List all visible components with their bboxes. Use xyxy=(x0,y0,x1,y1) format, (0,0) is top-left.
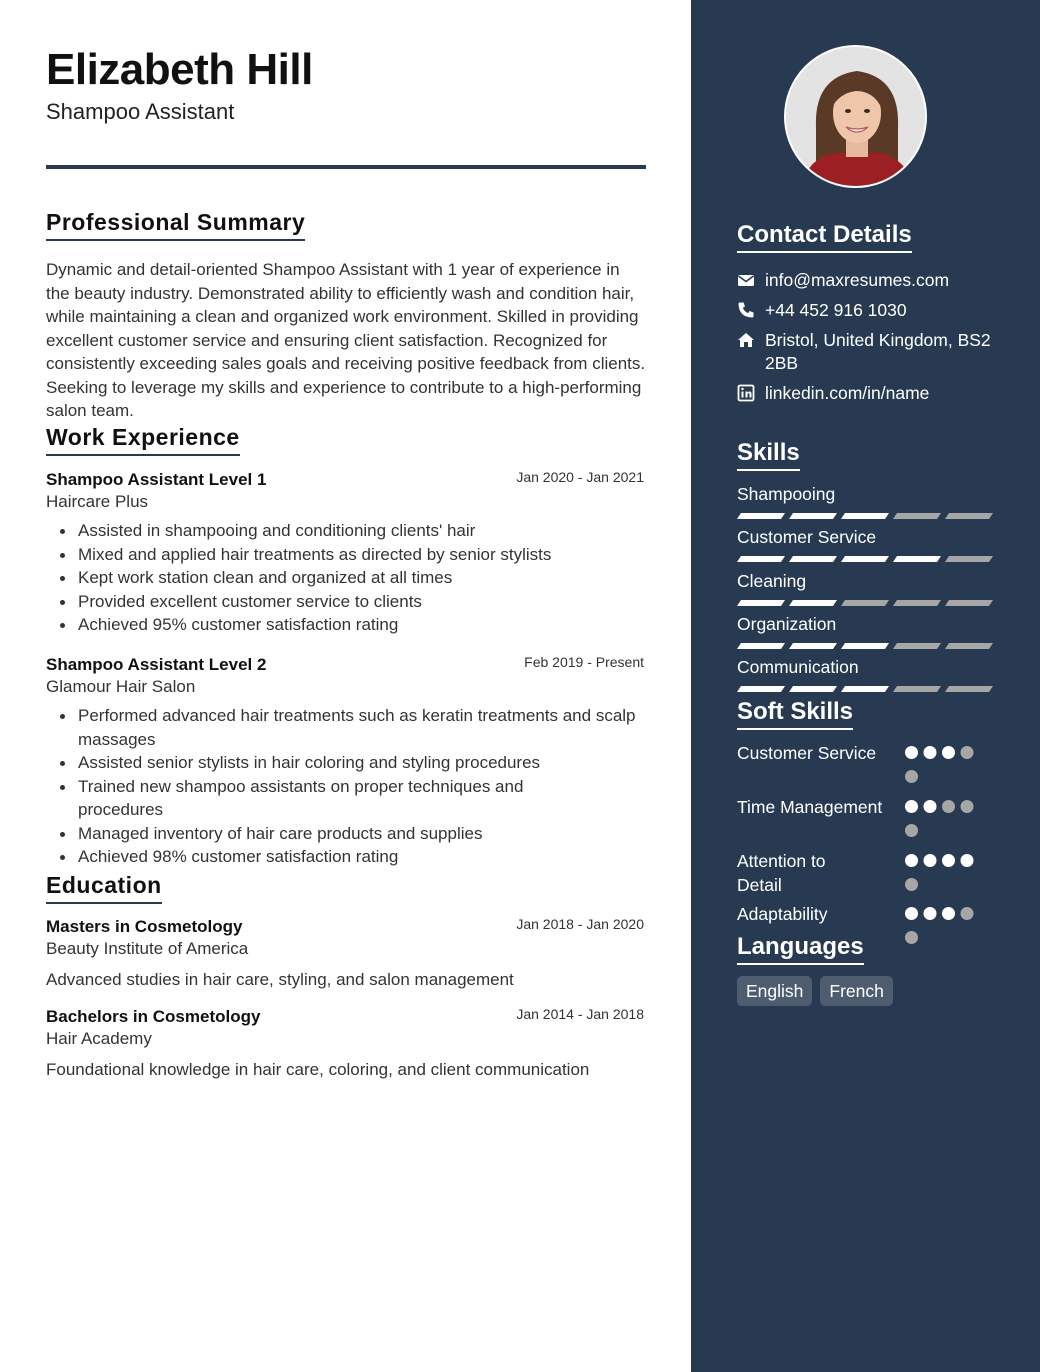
skill-level-bar xyxy=(737,600,995,608)
sidebar xyxy=(691,0,1040,1372)
linkedin-icon xyxy=(737,384,755,402)
rating-dot-empty xyxy=(961,746,974,759)
soft-skill-name: Customer Service xyxy=(737,743,877,763)
skill-segment-filled xyxy=(737,513,785,519)
education-heading: Education xyxy=(46,871,162,904)
education-date: Jan 2014 - Jan 2018 xyxy=(516,1006,644,1022)
job-bullet: Assisted senior stylists in hair coloring and styling procedures xyxy=(46,751,636,775)
candidate-name: Elizabeth Hill xyxy=(46,45,313,94)
degree-title: Masters in Cosmetology xyxy=(46,917,243,936)
rating-dot-empty xyxy=(942,800,955,813)
job-bullets xyxy=(46,519,646,637)
rating-dot-filled xyxy=(924,907,937,920)
contact-heading: Contact Details xyxy=(737,221,912,253)
experience-heading: Work Experience xyxy=(46,423,240,456)
job-bullet: Mixed and applied hair treatments as directed by senior stylists xyxy=(46,543,646,567)
education-date: Jan 2018 - Jan 2020 xyxy=(516,916,644,932)
rating-dot-filled xyxy=(961,854,974,867)
skill-name: Shampooing xyxy=(737,484,836,504)
job-bullets xyxy=(46,704,636,869)
rating-dot-filled xyxy=(942,907,955,920)
job-date: Feb 2019 - Present xyxy=(524,654,644,670)
soft-skills-heading: Soft Skills xyxy=(737,698,853,730)
soft-skill-rating xyxy=(905,854,985,894)
skill-segment-filled xyxy=(737,643,785,649)
skill-segment-empty xyxy=(893,643,941,649)
languages-heading: Languages xyxy=(737,933,864,965)
rating-dot-empty xyxy=(905,878,918,891)
skill-segment-empty xyxy=(841,600,889,606)
contact-address-text: Bristol, United Kingdom, BS2 2BB xyxy=(765,330,991,373)
job-bullet: Performed advanced hair treatments such as keratin treatments and scalp massages xyxy=(46,704,636,751)
job-company: Haircare Plus xyxy=(46,492,149,511)
skill-segment-filled xyxy=(841,686,889,692)
job-bullet: Achieved 95% customer satisfaction rating xyxy=(46,613,646,637)
skill-segment-filled xyxy=(841,556,889,562)
rating-dot-empty xyxy=(961,800,974,813)
job-title: Shampoo Assistant Level 2 xyxy=(46,655,267,674)
language-list xyxy=(737,976,893,1006)
rating-dot-empty xyxy=(905,770,918,783)
skill-segment-empty xyxy=(945,600,993,606)
rating-dot-filled xyxy=(905,800,918,813)
skill-segment-filled xyxy=(841,643,889,649)
rating-dot-filled xyxy=(942,746,955,759)
summary-text: Dynamic and detail-oriented Shampoo Assistant with 1 year of experience in the beauty industry. Demonstrated ability to efficiently wash and condition hair, while maintaining a clean and organized work environment. Skilled in providing excellent customer service and ensuring client satisfaction. Recognized for consistently exceeding sales goals and receiving positive feedback from clients. Seeking to leverage my skills and experience to contribute to a high-performing salon team. xyxy=(46,260,646,420)
contact-email-text: info@maxresumes.com xyxy=(765,270,950,290)
rating-dot-filled xyxy=(924,746,937,759)
skill-segment-filled xyxy=(789,643,837,649)
job-bullet: Provided excellent customer service to clients xyxy=(46,590,646,614)
skill-segment-empty xyxy=(893,686,941,692)
skill-segment-filled xyxy=(737,556,785,562)
rating-dot-filled xyxy=(924,800,937,813)
skill-segment-empty xyxy=(893,600,941,606)
skill-name: Customer Service xyxy=(737,527,877,547)
rating-dot-filled xyxy=(942,854,955,867)
skill-level-bar xyxy=(737,556,995,564)
rating-dot-empty xyxy=(961,907,974,920)
rating-dot-empty xyxy=(905,931,918,944)
soft-skill-rating xyxy=(905,746,985,786)
skill-name: Communication xyxy=(737,657,859,677)
skill-name: Organization xyxy=(737,614,837,634)
skill-segment-filled xyxy=(893,556,941,562)
skill-segment-empty xyxy=(893,513,941,519)
job-bullet: Managed inventory of hair care products and supplies xyxy=(46,822,636,846)
soft-skill-name: Adaptability xyxy=(737,904,828,924)
skill-segment-filled xyxy=(737,600,785,606)
skill-level-bar xyxy=(737,513,995,521)
skill-segment-empty xyxy=(945,556,993,562)
job-company: Glamour Hair Salon xyxy=(46,677,196,696)
education-description: Foundational knowledge in hair care, coloring, and client communication xyxy=(46,1060,590,1079)
soft-skill-name: Attention to Detail xyxy=(737,851,826,895)
soft-skill-rating xyxy=(905,907,985,947)
skill-name: Cleaning xyxy=(737,571,807,591)
skill-segment-filled xyxy=(789,600,837,606)
rating-dot-filled xyxy=(905,746,918,759)
soft-skill-name: Time Management xyxy=(737,797,883,817)
school-name: Hair Academy xyxy=(46,1029,152,1048)
skill-segment-filled xyxy=(841,513,889,519)
avatar xyxy=(784,45,927,188)
job-bullet: Trained new shampoo assistants on proper techniques and procedures xyxy=(46,775,636,822)
job-title: Shampoo Assistant Level 1 xyxy=(46,470,267,489)
home-icon xyxy=(737,331,755,349)
rating-dot-filled xyxy=(924,854,937,867)
rating-dot-filled xyxy=(905,907,918,920)
job-bullet: Achieved 98% customer satisfaction rating xyxy=(46,845,636,869)
skill-segment-filled xyxy=(737,686,785,692)
job-date: Jan 2020 - Jan 2021 xyxy=(516,469,644,485)
skill-segment-empty xyxy=(945,643,993,649)
header-divider xyxy=(46,165,646,169)
school-name: Beauty Institute of America xyxy=(46,939,249,958)
skill-level-bar xyxy=(737,686,995,694)
avatar-portrait-icon xyxy=(786,47,927,188)
skills-heading: Skills xyxy=(737,439,800,471)
skill-segment-filled xyxy=(789,513,837,519)
skill-level-bar xyxy=(737,643,995,651)
skill-segment-empty xyxy=(945,513,993,519)
job-bullet: Kept work station clean and organized at all times xyxy=(46,566,646,590)
skill-segment-filled xyxy=(789,556,837,562)
language-tag: English xyxy=(737,976,812,1006)
soft-skill-rating xyxy=(905,800,985,840)
rating-dot-empty xyxy=(905,824,918,837)
summary-heading: Professional Summary xyxy=(46,208,305,241)
contact-linkedin-text: linkedin.com/in/name xyxy=(765,383,930,403)
job-bullet: Assisted in shampooing and conditioning clients' hair xyxy=(46,519,646,543)
envelope-icon xyxy=(737,271,755,289)
phone-icon xyxy=(737,301,755,319)
skill-segment-empty xyxy=(945,686,993,692)
rating-dot-filled xyxy=(905,854,918,867)
skill-segment-filled xyxy=(789,686,837,692)
contact-phone-text: +44 452 916 1030 xyxy=(765,300,907,320)
language-tag: French xyxy=(820,976,892,1006)
education-description: Advanced studies in hair care, styling, and salon management xyxy=(46,970,514,989)
candidate-title: Shampoo Assistant xyxy=(46,99,235,124)
degree-title: Bachelors in Cosmetology xyxy=(46,1007,261,1026)
